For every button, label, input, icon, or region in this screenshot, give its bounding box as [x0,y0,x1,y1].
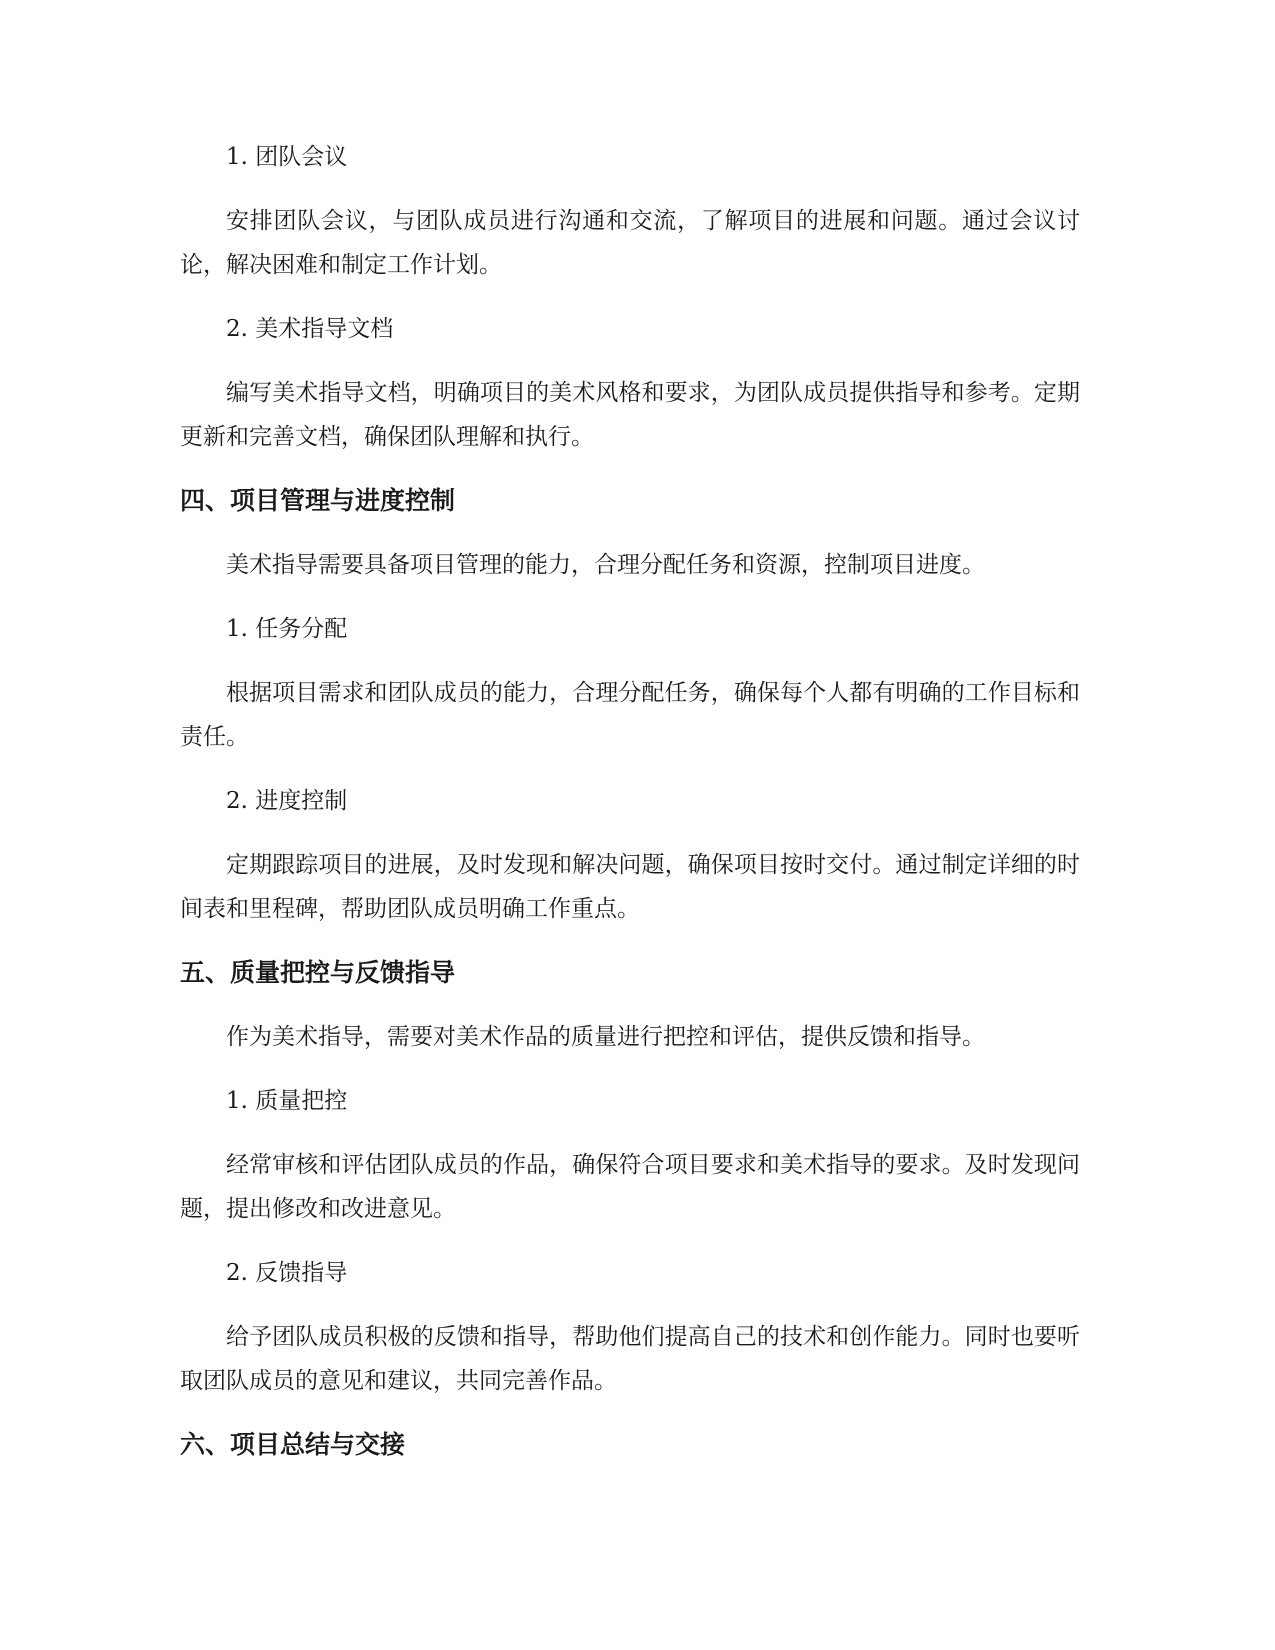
paragraph: 根据项目需求和团队成员的能力，合理分配任务，确保每个人都有明确的工作目标和责任。 [180,680,1080,750]
list-item-progress-control: 2. 进度控制 [226,788,348,814]
document-page [180,135,1080,1487]
list-item-quality-control: 1. 质量把控 [226,1088,348,1114]
paragraph: 美术指导需要具备项目管理的能力，合理分配任务和资源，控制项目进度。 [226,552,985,578]
list-item-task-allocation: 1. 任务分配 [226,616,348,642]
paragraph: 经常审核和评估团队成员的作品，确保符合项目要求和美术指导的要求。及时发现问题，提出修改和改进意见。 [180,1152,1080,1222]
section-heading-4: 四、项目管理与进度控制 [180,486,456,515]
paragraph: 作为美术指导，需要对美术作品的质量进行把控和评估，提供反馈和指导。 [226,1024,985,1050]
list-item-art-guide-doc: 2. 美术指导文档 [226,316,394,342]
list-item-team-meeting: 1. 团队会议 [226,144,348,170]
paragraph: 给予团队成员积极的反馈和指导，帮助他们提高自己的技术和创作能力。同时也要听取团队成员的意见和建议，共同完善作品。 [180,1324,1080,1394]
list-item-feedback-guidance: 2. 反馈指导 [226,1260,348,1286]
paragraph: 安排团队会议，与团队成员进行沟通和交流，了解项目的进展和问题。通过会议讨论，解决困难和制定工作计划。 [180,208,1080,278]
paragraph: 编写美术指导文档，明确项目的美术风格和要求，为团队成员提供指导和参考。定期更新和完善文档，确保团队理解和执行。 [180,380,1080,450]
section-heading-6: 六、项目总结与交接 [180,1430,406,1459]
paragraph: 定期跟踪项目的进展，及时发现和解决问题，确保项目按时交付。通过制定详细的时间表和里程碑，帮助团队成员明确工作重点。 [180,852,1080,922]
section-heading-5: 五、质量把控与反馈指导 [180,958,456,987]
